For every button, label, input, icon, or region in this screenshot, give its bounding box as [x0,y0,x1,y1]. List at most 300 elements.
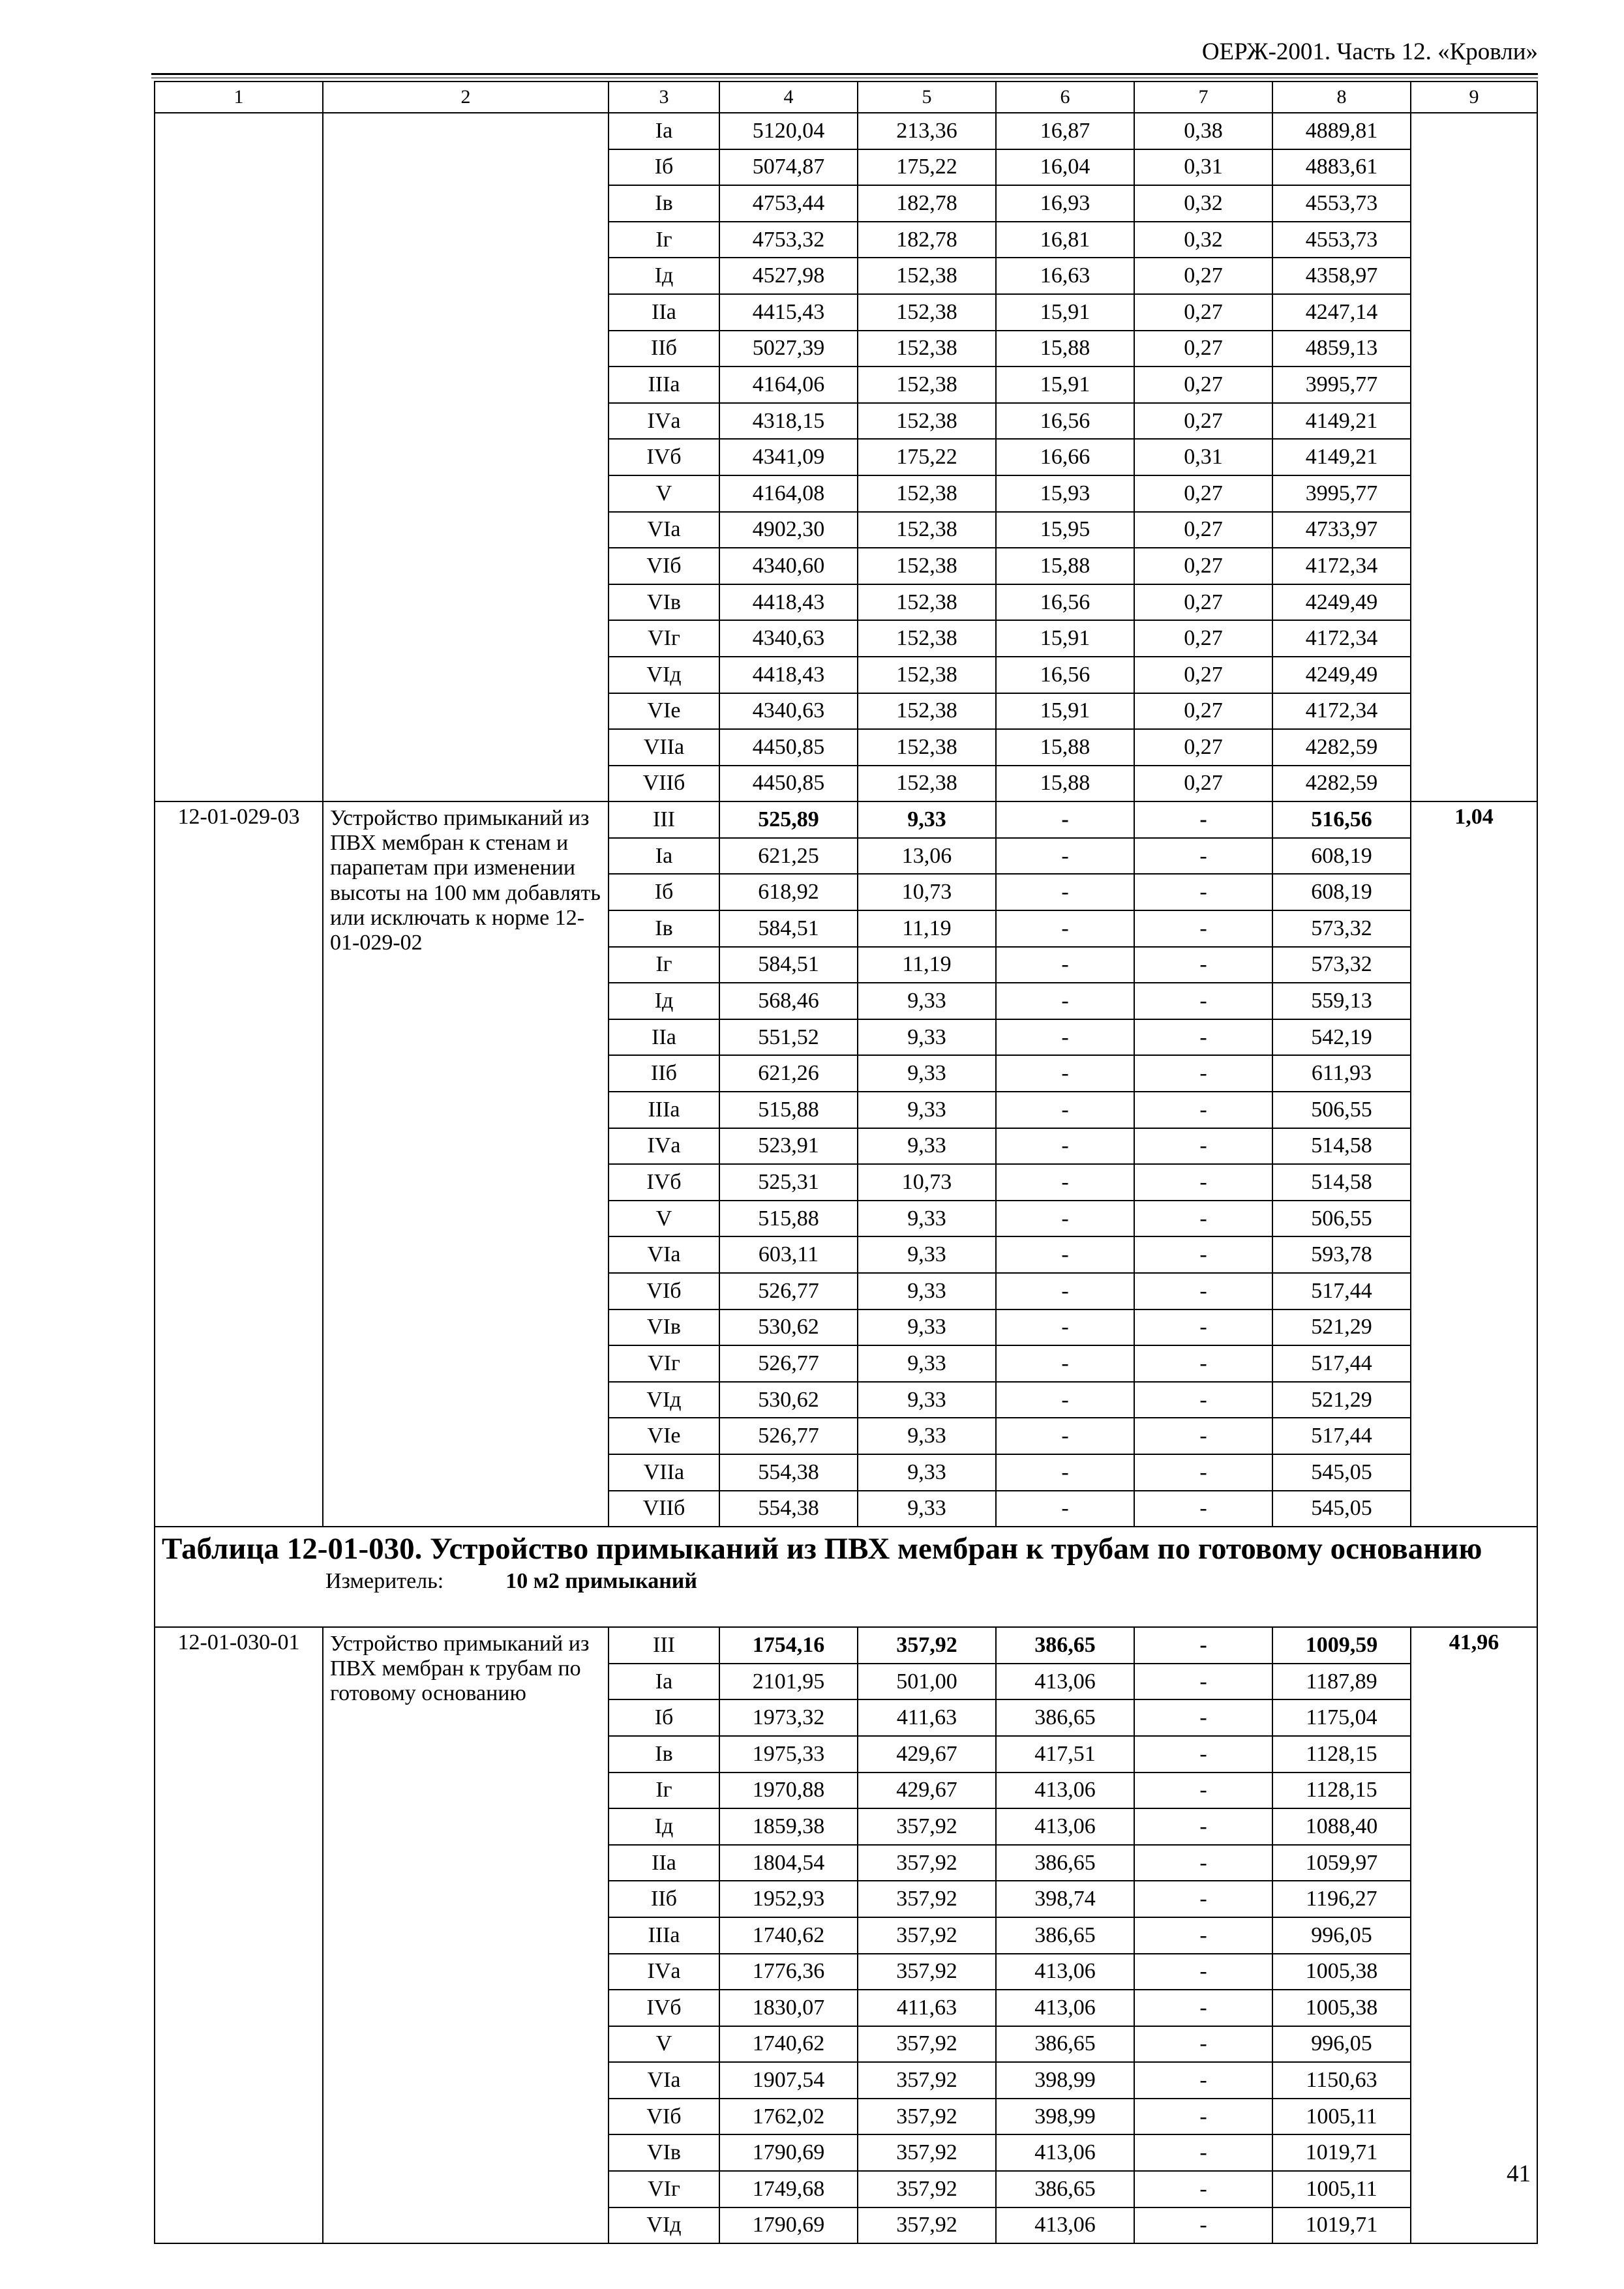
value-cell: 357,92 [858,1845,996,1881]
value-cell: 593,78 [1272,1236,1411,1273]
value-cell: 0,27 [1134,512,1272,548]
value-cell: 514,58 [1272,1128,1411,1165]
value-cell: 1762,02 [719,2099,858,2135]
value-cell: - [996,1309,1134,1346]
value-cell: 4172,34 [1272,693,1411,730]
value-cell: - [996,1382,1134,1418]
value-cell: 568,46 [719,983,858,1019]
value-cell: 523,91 [719,1128,858,1165]
value-cell: 996,05 [1272,2026,1411,2063]
labor-norm: 1,04 [1411,801,1537,1527]
value-cell: 0,27 [1134,620,1272,657]
column-number: 3 [609,82,719,113]
value-cell: 554,38 [719,1454,858,1491]
value-cell: 506,55 [1272,1092,1411,1128]
value-cell: 0,27 [1134,258,1272,294]
value-cell: 584,51 [719,947,858,983]
value-cell: 0,27 [1134,584,1272,621]
value-cell: 4249,49 [1272,584,1411,621]
value-cell: 1952,93 [719,1881,858,1917]
value-cell: 182,78 [858,222,996,258]
value-cell: 545,05 [1272,1491,1411,1527]
zone-cell: IVб [609,1990,719,2026]
value-cell: - [1134,1627,1272,1664]
value-cell: 10,73 [858,1164,996,1201]
zone-cell: Iа [609,113,719,149]
value-cell: - [1134,1273,1272,1309]
zone-cell: VIв [609,1309,719,1346]
value-cell: 1740,62 [719,1917,858,1954]
value-cell: 11,19 [858,947,996,983]
value-cell: 9,33 [858,1309,996,1346]
value-cell: 4172,34 [1272,548,1411,584]
zone-cell: VIIа [609,1454,719,1491]
value-cell: 9,33 [858,1128,996,1165]
value-cell: - [1134,801,1272,838]
value-cell: 584,51 [719,910,858,947]
value-cell: 0,27 [1134,331,1272,367]
value-cell: 357,92 [858,1808,996,1845]
zone-cell: Iв [609,185,719,222]
value-cell: - [1134,2207,1272,2244]
value-cell: 15,88 [996,766,1134,802]
column-number: 5 [858,82,996,113]
value-cell: 357,92 [858,2134,996,2171]
zone-cell: VIб [609,548,719,584]
measurement-label: Измеритель: [325,1568,444,1593]
value-cell: - [1134,910,1272,947]
value-cell: 16,04 [996,149,1134,186]
zone-cell: VIб [609,2099,719,2135]
value-cell: 386,65 [996,1845,1134,1881]
zone-cell: VIIб [609,766,719,802]
value-cell: 521,29 [1272,1309,1411,1346]
zone-cell: IIа [609,294,719,331]
value-cell: - [996,947,1134,983]
value-cell: 4164,06 [719,367,858,403]
zone-cell: V [609,475,719,512]
value-cell: 1790,69 [719,2207,858,2244]
zone-cell: Iд [609,983,719,1019]
value-cell: 608,19 [1272,874,1411,910]
value-cell: - [1134,1491,1272,1527]
zone-cell: Iд [609,1808,719,1845]
value-cell: 9,33 [858,1418,996,1454]
value-cell: 9,33 [858,1092,996,1128]
value-cell: 152,38 [858,475,996,512]
value-cell: - [996,1092,1134,1128]
value-cell: 4553,73 [1272,185,1411,222]
zone-cell: IIб [609,1881,719,1917]
zone-cell: VIб [609,1273,719,1309]
value-cell: 152,38 [858,657,996,693]
value-cell: - [1134,947,1272,983]
zone-cell: Iб [609,874,719,910]
value-cell: 1776,36 [719,1954,858,1990]
value-cell: - [996,1273,1134,1309]
value-cell: 9,33 [858,1491,996,1527]
value-cell: 545,05 [1272,1454,1411,1491]
value-cell: - [1134,2099,1272,2135]
value-cell: 182,78 [858,185,996,222]
value-cell: 0,27 [1134,548,1272,584]
value-cell: 413,06 [996,2207,1134,2244]
value-cell: - [1134,838,1272,875]
value-cell: 9,33 [858,1236,996,1273]
zone-cell: VIд [609,2207,719,2244]
value-cell: 0,27 [1134,294,1272,331]
value-cell: 4450,85 [719,729,858,766]
value-cell: 525,31 [719,1164,858,1201]
value-cell: 357,92 [858,1881,996,1917]
value-cell: 4527,98 [719,258,858,294]
value-cell: 3995,77 [1272,475,1411,512]
value-cell: 0,27 [1134,475,1272,512]
value-cell: 573,32 [1272,910,1411,947]
value-cell: 1970,88 [719,1773,858,1809]
value-cell: 1150,63 [1272,2062,1411,2099]
value-cell: 515,88 [719,1092,858,1128]
zone-cell: VIд [609,657,719,693]
value-cell: 16,87 [996,113,1134,149]
value-cell: - [1134,1201,1272,1237]
value-cell: 0,32 [1134,222,1272,258]
value-cell: 9,33 [858,1201,996,1237]
value-cell: 1128,15 [1272,1773,1411,1809]
value-cell: - [1134,1664,1272,1700]
value-cell: 4340,63 [719,693,858,730]
rate-code: 12-01-029-03 [155,801,323,1527]
value-cell: 357,92 [858,1954,996,1990]
value-cell: 1019,71 [1272,2207,1411,2244]
value-cell: 608,19 [1272,838,1411,875]
value-cell: - [996,1164,1134,1201]
value-cell: 152,38 [858,331,996,367]
labor-norm: 41,96 [1411,1627,1537,2243]
value-cell: 501,00 [858,1664,996,1700]
value-cell: - [1134,1845,1272,1881]
value-cell: 386,65 [996,1917,1134,1954]
value-cell: 152,38 [858,548,996,584]
zone-cell: III [609,1627,719,1664]
zone-cell: IIа [609,1845,719,1881]
column-number: 2 [323,82,609,113]
value-cell: 429,67 [858,1736,996,1773]
price-table-body [155,82,1537,2243]
value-cell: 0,31 [1134,439,1272,475]
value-cell: 1740,62 [719,2026,858,2063]
value-cell: 1859,38 [719,1808,858,1845]
value-cell: 5120,04 [719,113,858,149]
value-cell: 15,88 [996,548,1134,584]
value-cell: 398,74 [996,1881,1134,1917]
value-cell: 4282,59 [1272,766,1411,802]
value-cell: - [996,1201,1134,1237]
value-cell: 1175,04 [1272,1699,1411,1736]
value-cell: 603,11 [719,1236,858,1273]
value-cell: 4415,43 [719,294,858,331]
value-cell: 413,06 [996,2134,1134,2171]
value-cell: 4883,61 [1272,149,1411,186]
value-cell: 16,66 [996,439,1134,475]
value-cell: 4902,30 [719,512,858,548]
zone-cell: IIб [609,1055,719,1092]
value-cell: 515,88 [719,1201,858,1237]
value-cell: 1754,16 [719,1627,858,1664]
value-cell: 5027,39 [719,331,858,367]
value-cell: - [996,1236,1134,1273]
column-number: 6 [996,82,1134,113]
value-cell: 152,38 [858,367,996,403]
value-cell: 0,27 [1134,367,1272,403]
value-cell: - [1134,1954,1272,1990]
value-cell: - [1134,1808,1272,1845]
value-cell: - [996,1345,1134,1382]
value-cell: 1005,38 [1272,1954,1411,1990]
value-cell: 357,92 [858,2062,996,2099]
measurement-value: 10 м2 примыканий [505,1568,697,1593]
value-cell: 16,93 [996,185,1134,222]
zone-cell: VIг [609,1345,719,1382]
value-cell: 0,27 [1134,693,1272,730]
zone-cell: IVа [609,403,719,440]
value-cell: 9,33 [858,1382,996,1418]
value-cell: 9,33 [858,983,996,1019]
value-cell: 357,92 [858,2099,996,2135]
value-cell: 9,33 [858,1273,996,1309]
value-cell: 1196,27 [1272,1881,1411,1917]
value-cell: 0,38 [1134,113,1272,149]
value-cell: 554,38 [719,1491,858,1527]
value-cell: 213,36 [858,113,996,149]
zone-cell: Iд [609,258,719,294]
value-cell: - [1134,1128,1272,1165]
value-cell: 4450,85 [719,766,858,802]
value-cell: - [1134,2134,1272,2171]
value-cell: 398,99 [996,2099,1134,2135]
value-cell: 559,13 [1272,983,1411,1019]
value-cell: 152,38 [858,403,996,440]
zone-cell: IIб [609,331,719,367]
value-cell: - [1134,2171,1272,2207]
value-cell: 4149,21 [1272,403,1411,440]
value-cell: - [1134,1309,1272,1346]
value-cell: 1005,11 [1272,2171,1411,2207]
value-cell: 152,38 [858,512,996,548]
value-cell: 16,56 [996,403,1134,440]
zone-cell: VIв [609,584,719,621]
value-cell: 0,27 [1134,403,1272,440]
zone-cell: Iв [609,1736,719,1773]
value-cell: 9,33 [858,801,996,838]
rate-description [323,113,609,801]
zone-cell: IVа [609,1128,719,1165]
value-cell: - [1134,1092,1272,1128]
rate-description: Устройство примыканий из ПВХ мембран к трубам по готовому основанию [323,1627,609,2243]
value-cell: 386,65 [996,2171,1134,2207]
zone-cell: IVб [609,439,719,475]
value-cell: 621,25 [719,838,858,875]
value-cell: 4164,08 [719,475,858,512]
value-cell: 0,27 [1134,766,1272,802]
value-cell: 551,52 [719,1019,858,1056]
value-cell: - [996,1019,1134,1056]
zone-cell: Iг [609,1773,719,1809]
value-cell: 13,06 [858,838,996,875]
value-cell: - [1134,1019,1272,1056]
value-cell: 152,38 [858,294,996,331]
zone-cell: Iб [609,1699,719,1736]
value-cell: 152,38 [858,620,996,657]
price-table [154,81,1538,2244]
value-cell: 4340,63 [719,620,858,657]
zone-cell: Iа [609,1664,719,1700]
value-cell: 11,19 [858,910,996,947]
page-header-title: ОЕРЖ-2001. Часть 12. «Кровли» [1201,38,1538,65]
rate-description: Устройство примыканий из ПВХ мембран к стенам и парапетам при изменении высоты на 100 мм добавлять или исключать к норме 12-01-029-02 [323,801,609,1527]
value-cell: 386,65 [996,2026,1134,2063]
value-cell: 1907,54 [719,2062,858,2099]
value-cell: - [1134,983,1272,1019]
value-cell: 413,06 [996,1954,1134,1990]
value-cell: 1005,11 [1272,2099,1411,2135]
value-cell: - [996,910,1134,947]
zone-cell: VIг [609,620,719,657]
value-cell: 429,67 [858,1773,996,1809]
value-cell: 15,93 [996,475,1134,512]
value-cell: 16,56 [996,657,1134,693]
value-cell: - [1134,1345,1272,1382]
value-cell: 15,88 [996,729,1134,766]
value-cell: 4149,21 [1272,439,1411,475]
zone-cell: VIIб [609,1491,719,1527]
value-cell: 152,38 [858,729,996,766]
value-cell: 15,88 [996,331,1134,367]
value-cell: 4358,97 [1272,258,1411,294]
value-cell: - [1134,1454,1272,1491]
table-row [155,801,1537,838]
value-cell: 357,92 [858,2207,996,2244]
zone-cell: Iб [609,149,719,186]
value-cell: 996,05 [1272,1917,1411,1954]
value-cell: 9,33 [858,1454,996,1491]
value-cell: 9,33 [858,1019,996,1056]
value-cell: 417,51 [996,1736,1134,1773]
zone-cell: V [609,1201,719,1237]
value-cell: 16,56 [996,584,1134,621]
zone-cell: IIа [609,1019,719,1056]
value-cell: 521,29 [1272,1382,1411,1418]
zone-cell: Iв [609,910,719,947]
value-cell: - [1134,1881,1272,1917]
value-cell: 411,63 [858,1699,996,1736]
zone-cell: VIа [609,1236,719,1273]
value-cell: 573,32 [1272,947,1411,983]
column-number: 7 [1134,82,1272,113]
value-cell: 413,06 [996,1773,1134,1809]
value-cell: 618,92 [719,874,858,910]
value-cell: 16,81 [996,222,1134,258]
value-cell: 357,92 [858,1627,996,1664]
value-cell: 525,89 [719,801,858,838]
value-cell: 1830,07 [719,1990,858,2026]
zone-cell: VIа [609,2062,719,2099]
value-cell: - [1134,1990,1272,2026]
value-cell: 152,38 [858,693,996,730]
column-number: 4 [719,82,858,113]
value-cell: - [1134,1736,1272,1773]
zone-cell: Iг [609,222,719,258]
column-number: 1 [155,82,323,113]
zone-cell: III [609,801,719,838]
value-cell: 1019,71 [1272,2134,1411,2171]
table-title-row [155,1527,1537,1627]
zone-cell: VIе [609,1418,719,1454]
value-cell: 5074,87 [719,149,858,186]
value-cell: 16,63 [996,258,1134,294]
value-cell: 611,93 [1272,1055,1411,1092]
value-cell: 4249,49 [1272,657,1411,693]
value-cell: 4340,60 [719,548,858,584]
rate-code [155,113,323,801]
value-cell: 530,62 [719,1309,858,1346]
value-cell: - [1134,1773,1272,1809]
value-cell: 15,91 [996,294,1134,331]
value-cell: 0,27 [1134,657,1272,693]
value-cell: 386,65 [996,1627,1134,1664]
zone-cell: VIа [609,512,719,548]
value-cell: 517,44 [1272,1273,1411,1309]
value-cell: - [996,801,1134,838]
value-cell: - [996,1418,1134,1454]
value-cell: 4172,34 [1272,620,1411,657]
rate-code: 12-01-030-01 [155,1627,323,2243]
value-cell: 514,58 [1272,1164,1411,1201]
zone-cell: Iа [609,838,719,875]
value-cell: - [1134,2026,1272,2063]
value-cell: - [1134,1236,1272,1273]
value-cell: 542,19 [1272,1019,1411,1056]
value-cell: 152,38 [858,584,996,621]
value-cell: - [996,838,1134,875]
value-cell: 15,95 [996,512,1134,548]
value-cell: 1059,97 [1272,1845,1411,1881]
value-cell: 517,44 [1272,1418,1411,1454]
page-number: 41 [1507,2161,1531,2187]
value-cell: - [996,874,1134,910]
value-cell: 386,65 [996,1699,1134,1736]
value-cell: 9,33 [858,1055,996,1092]
value-cell: 4753,32 [719,222,858,258]
zone-cell: VIе [609,693,719,730]
value-cell: - [1134,2062,1272,2099]
value-cell: - [996,983,1134,1019]
value-cell: 4247,14 [1272,294,1411,331]
value-cell: 4733,97 [1272,512,1411,548]
value-cell: 1088,40 [1272,1808,1411,1845]
value-cell: 516,56 [1272,801,1411,838]
zone-cell: VIг [609,2171,719,2207]
zone-cell: V [609,2026,719,2063]
value-cell: - [1134,1055,1272,1092]
zone-cell: VIв [609,2134,719,2171]
value-cell: - [1134,874,1272,910]
value-cell: 2101,95 [719,1664,858,1700]
value-cell: 0,27 [1134,729,1272,766]
value-cell: 1973,32 [719,1699,858,1736]
value-cell: 10,73 [858,874,996,910]
zone-cell: IVа [609,1954,719,1990]
